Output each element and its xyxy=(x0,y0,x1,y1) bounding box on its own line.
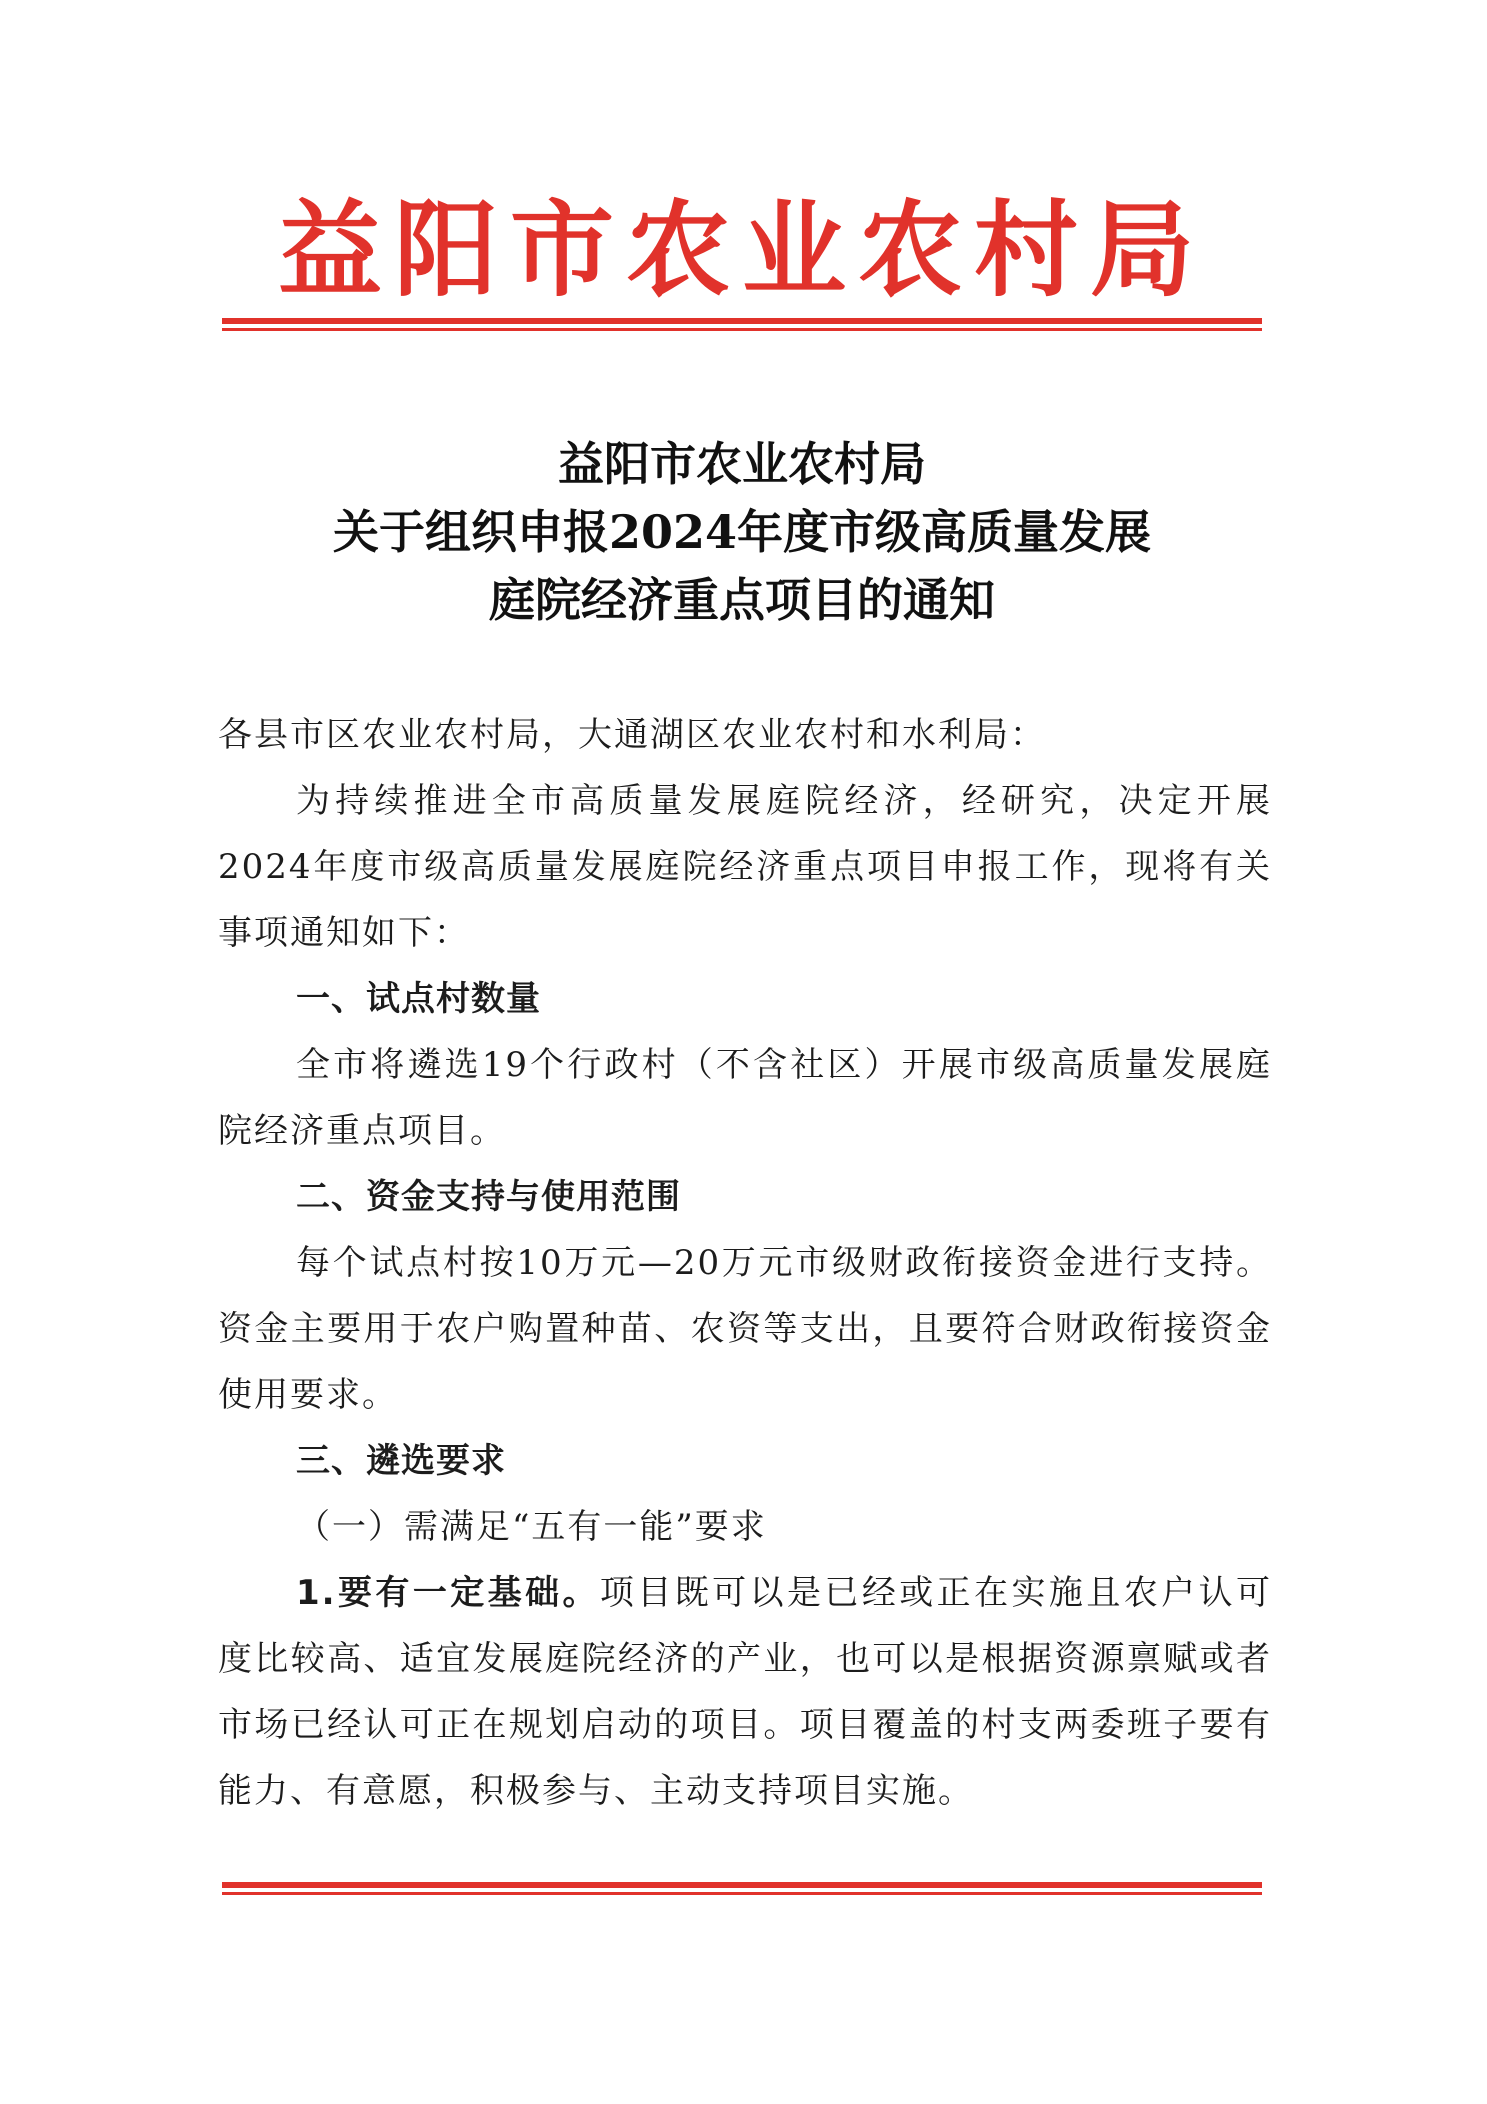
subsection-1-heading: （一）需满足“五有一能”要求 xyxy=(296,1507,767,1547)
letterhead-red-rule xyxy=(222,318,1262,331)
intro-paragraph: 为持续推进全市高质量发展庭院经济，经研究，决定开展2024年度市级高质量发展庭院经济重点项目申报工作，现将有关事项通知如下： xyxy=(218,781,1272,953)
item-1-text: 项目既可以是已经或正在实施且农户认可度比较高、适宜发展庭院经济的产业，也可以是根据资源禀赋或者市场已经认可正在规划启动的项目。项目覆盖的村支两委班子要有能力、有意愿，积极参与、主动支持项目实施。 xyxy=(218,1573,1273,1811)
section-2-paragraph: 每个试点村按10万元—20万元市级财政衔接资金进行支持。资金主要用于农户购置种苗、农资等支出，且要符合财政衔接资金使用要求。 xyxy=(218,1243,1272,1415)
salutation: 各县市区农业农村局，大通湖区农业农村和水利局： xyxy=(218,715,1046,755)
title-line-3: 庭院经济重点项目的通知 xyxy=(489,573,995,627)
item-1-lead: 1.要有一定基础。 xyxy=(296,1573,600,1613)
letterhead-org-name: 益阳市农业农村局 xyxy=(277,188,1206,311)
document-body xyxy=(218,702,1272,1824)
title-line-2: 关于组织申报2024年度市级高质量发展 xyxy=(332,505,1152,559)
section-1-paragraph: 全市将遴选19个行政村（不含社区）开展市级高质量发展庭院经济重点项目。 xyxy=(218,1045,1272,1151)
document-title xyxy=(222,430,1262,634)
section-3-heading: 三、遴选要求 xyxy=(296,1441,506,1481)
section-2-heading: 二、资金支持与使用范围 xyxy=(296,1177,681,1217)
footer-red-rule xyxy=(222,1882,1262,1895)
item-1-paragraph xyxy=(218,1560,1272,1824)
section-1-heading: 一、试点村数量 xyxy=(296,979,541,1019)
title-line-1: 益阳市农业农村局 xyxy=(558,437,926,491)
